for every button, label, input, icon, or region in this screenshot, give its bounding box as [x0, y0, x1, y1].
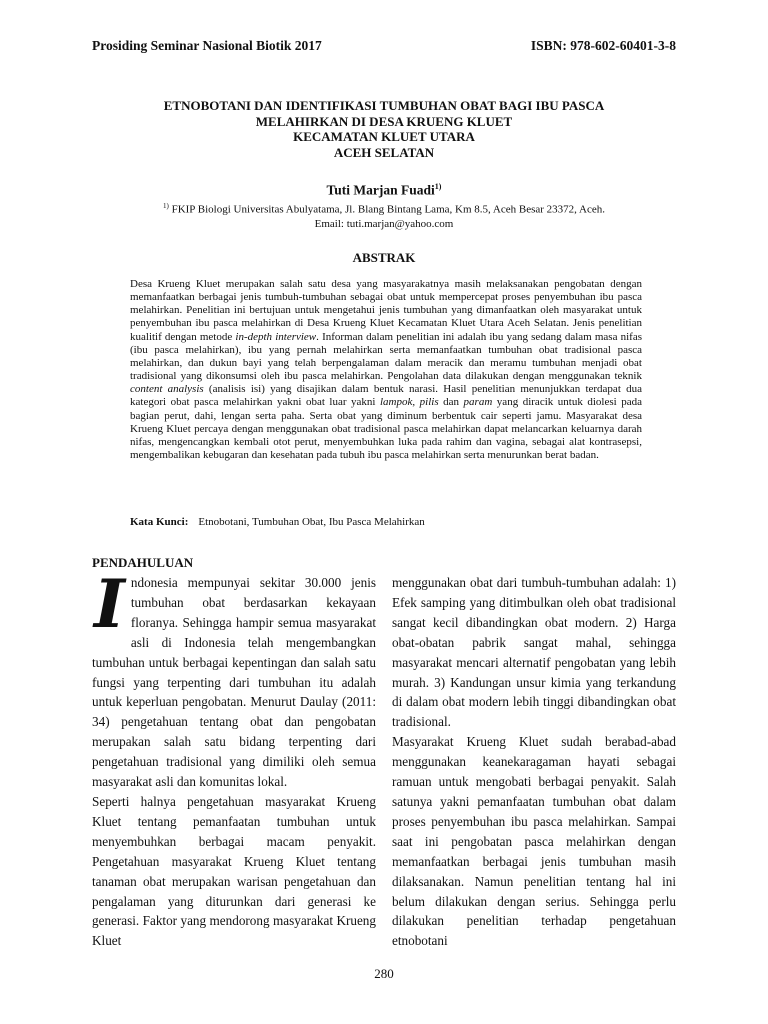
- affiliation-text: FKIP Biologi Universitas Abulyatama, Jl. Blang Bintang Lama, Km 8.5, Aceh Besar 23372, Aceh.: [168, 203, 606, 216]
- author-name: Tuti Marjan Fuadi: [326, 182, 435, 198]
- title-line-4: ACEH SELATAN: [333, 144, 435, 160]
- abstract-text-1: Desa Krueng Kluet merupakan salah satu desa yang masyarakatnya masih melaksanakan pengobatan dengan memanfaatkan berbagai jenis tumbuh-tumbuhan sebagai obat untuk mempercepat proses penyembuhan ibu pasca melahirkan. Penelitian ini bertujuan untuk mengetahui jenis tumbuhan yang dimanfaatkan oleh masyarakat untuk penyembuhan ibu pasca melahirkan di Desa Krueng Kluet Kecamatan Kluet Utara Aceh Selatan. Jenis penelitian kualitif dengan metode: [130, 278, 642, 343]
- author: [92, 182, 676, 199]
- keywords-text: Etnobotani, Tumbuhan Obat, Ibu Pasca Melahirkan: [198, 516, 425, 528]
- keywords-label: Kata Kunci:: [130, 516, 189, 528]
- affiliation: [92, 199, 676, 232]
- section-heading-introduction: PENDAHULUAN: [92, 555, 194, 570]
- abstract-text-3: (analisis isi) yang disajikan dalam bentuk narasi. Hasil penelitian menunjukkan terdapat dua kategori obat pasca melahirkan yakni obat luar yakni: [130, 383, 642, 409]
- intro-paragraph-1: [92, 565, 376, 792]
- left-column: [92, 565, 376, 951]
- title-line-3: KECAMATAN KLUET UTARA: [293, 129, 475, 144]
- isbn: ISBN: 978-602-60401-3-8: [530, 38, 676, 53]
- abstract-body: [130, 278, 642, 462]
- intro-paragraph-2: Seperti halnya pengetahuan masyarakat Krueng Kluet tentang pemanfaatan tumbuhan untuk menyembuhkan berbagai macam penyakit. Pengetahuan masyarakat Krueng Kluet tentang tanaman obat merupakan warisan pengetahuan dan pengalaman yang diturunkan dari generasi ke generasi. Faktor yang mendorong masyarakat Krueng Kluet: [92, 793, 376, 949]
- page-number: 280: [374, 966, 394, 981]
- abstract-text-4: yang diracik untuk diolesi pada bagian perut, dahi, lengan serta paha. Serta obat yang diminum berbentuk cair seperti jamu. Masyarakat desa Krueng Kluet percaya dengan menggunakan obat tradisional pasca melahirkan dapat melancarkan keluarnya darah nifas, mengencangkan kembali otot perut, menyembuhkan luka pada rahim dan vagina, sebagai alat kontrasepsi, mengembalikan kebugaran dan kesehatan pada tubuh ibu pasca melahirkan serta menurunkan berat badan.: [130, 396, 642, 462]
- abstract-text-3b: dan: [438, 396, 464, 409]
- affiliation-sup: 1): [162, 202, 169, 210]
- abstract-heading: ABSTRAK: [352, 250, 416, 265]
- keywords: [130, 516, 642, 528]
- abstract-italic-3: lampok, pilis: [380, 396, 439, 409]
- author-sup: 1): [434, 182, 442, 191]
- intro-paragraph-4: Masyarakat Krueng Kluet sudah berabad-abad menggunakan keanekaragaman hayati sebagai ramuan untuk mengobati berbagai penyakit. Salah satunya yakni pemanfaatan tumbuhan obat dalam proses penyembuhan ibu pasca melahirkan. Sampai saat ini pengobatan pasca melahirkan dengan memanfaatkan berbagai jenis tumbuhan masih dilaksanakan. Namun penelitian tentang hal ini belum dilakukan dengan serius. Sehingga perlu dilakukan penelitian terhadap pengetahuan etnobotani: [392, 734, 676, 949]
- title-line-2: MELAHIRKAN DI DESA KRUENG KLUET: [255, 113, 513, 129]
- proceedings-title: Prosiding Seminar Nasional Biotik 2017: [92, 38, 322, 53]
- intro-text-1: ndonesia mempunyai sekitar 30.000 jenis tumbuhan obat berdasarkan kekayaan floranya. Sehingga hampir semua masyarakat asli di Indonesia telah mengembangkan tumbuhan untuk berbagai kepentingan dan salah satu fungsi yang terpenting dari tumbuhan itu adalah untuk keperluan pengobatan. Menurut Daulay (2011: 34) pengetahuan tentang obat dan pengobatan merupakan salah satu bidang terpenting dari pengetahuan tradisional yang dimiliki oleh semua masyarakat asli dan komunitas lokal.: [92, 575, 376, 790]
- dropcap-letter: I: [94, 565, 125, 643]
- running-header: [92, 38, 676, 54]
- abstract-italic-4: param: [463, 396, 493, 409]
- title-line-1: ETNOBOTANI DAN IDENTIFIKASI TUMBUHAN OBAT BAGI IBU PASCA: [163, 98, 605, 113]
- right-column: [392, 573, 676, 951]
- paper-title: [92, 98, 676, 160]
- abstract-italic-2: content analysis: [130, 383, 204, 396]
- author-email: Email: tuti.marjan@yahoo.com: [314, 218, 454, 231]
- abstract-text-2: . Informan dalam penelitian ini adalah ibu yang sedang dalam masa nifas (ibu pasca melahirkan), ibu yang pernah melahirkan serta memanfaatkan tumbuhan obat tradisional pasca melahirkan, dan dukun bayi yang telah berpengalaman dalam meracik dan meramu tumbuhan menjadi obat tradisional yang dikonsumsi oleh ibu pasca melahirkan. Pengolahan data dilakukan dengan menggunakan teknik: [130, 330, 642, 383]
- abstract-italic-1: in-depth interview: [235, 330, 317, 343]
- intro-paragraph-3: menggunakan obat dari tumbuh-tumbuhan adalah: 1) Efek samping yang ditimbulkan oleh obat tradisional sangat kecil dibandingkan obat modern. 2) Harga obat-obatan pabrik sangat mahal, sehingga masyarakat mencari alternatif pengobatan yang lebih murah. 3) Kandungan unsur kimia yang terkandung di dalam obat modern lebih tinggi dibandingkan obat tradisional.: [392, 575, 676, 730]
